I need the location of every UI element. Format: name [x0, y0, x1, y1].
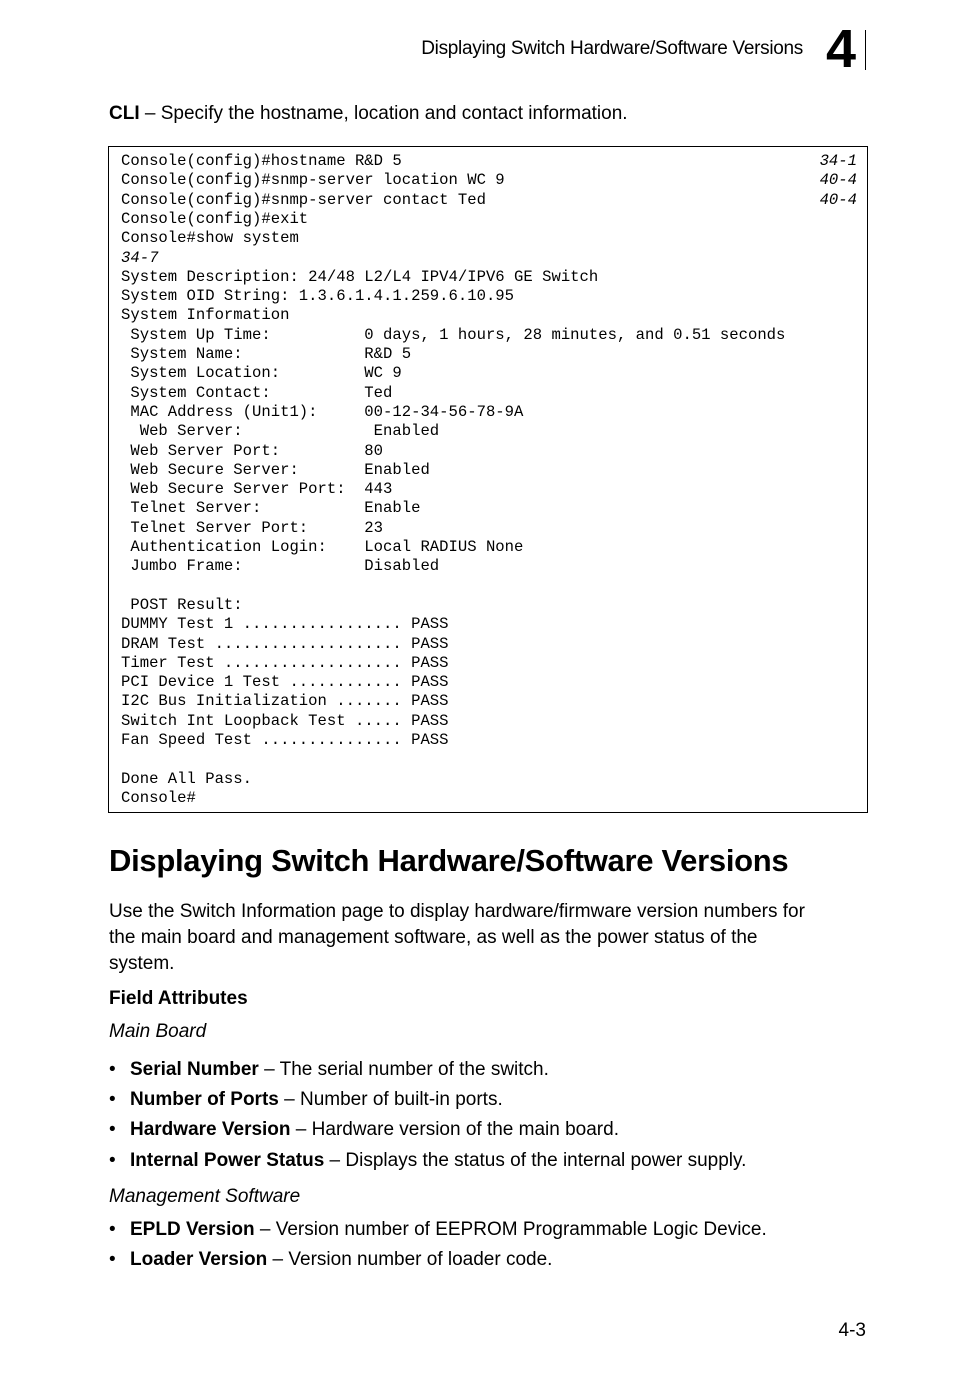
bullet-desc: – Hardware version of the main board. — [290, 1119, 619, 1140]
cli-line: Timer Test ................... PASS — [121, 653, 449, 672]
cli-line: PCI Device 1 Test ............ PASS — [121, 673, 449, 692]
cli-line: Console(config)#snmp-server contact Ted — [121, 190, 486, 209]
running-header: Displaying Switch Hardware/Software Versions — [421, 38, 803, 59]
page-number: 4-3 — [838, 1320, 866, 1341]
chapter-number: 4 — [826, 19, 855, 79]
cli-line: System Contact: Ted — [121, 383, 393, 402]
section-heading: Displaying Switch Hardware/Software Versions — [109, 843, 789, 878]
bullet-term: Internal Power Status — [130, 1150, 325, 1171]
cli-label: CLI — [109, 103, 140, 124]
cli-line: Fan Speed Test ............... PASS — [121, 731, 449, 749]
cli-line: Telnet Server Port: 23 — [121, 518, 384, 537]
bullet-dot: • — [109, 1249, 116, 1270]
bullet-term: Hardware Version — [130, 1119, 291, 1140]
cli-line: Console#show system — [121, 229, 299, 248]
bullet-dot: • — [109, 1119, 116, 1140]
cli-line: Web Secure Server Port: 443 — [121, 480, 393, 499]
cli-code-block — [108, 146, 868, 813]
cli-line: System OID String: 1.3.6.1.4.1.259.6.10.95 — [121, 287, 515, 306]
bullet-term: Loader Version — [130, 1249, 268, 1270]
intro-paragraph — [109, 899, 869, 977]
cli-line: Web Server: Enabled — [121, 422, 440, 441]
bullet-term: Number of Ports — [130, 1089, 279, 1110]
cli-line: I2C Bus Initialization ....... PASS — [121, 692, 449, 711]
cli-line: DUMMY Test 1 ................. PASS — [121, 615, 449, 634]
cli-line: MAC Address (Unit1): 00-12-34-56-78-9A — [121, 402, 524, 421]
cli-page-ref: 34-1 — [819, 152, 857, 170]
intro-line: system. — [109, 953, 175, 974]
cli-line: Console(config)#hostname R&D 5 — [121, 152, 402, 170]
cli-line: Telnet Server: Enable — [121, 499, 421, 518]
cli-line: DRAM Test .................... PASS — [121, 634, 449, 653]
cli-line: System Information — [121, 306, 290, 325]
cli-page-ref: 40-4 — [819, 171, 857, 190]
cli-line: System Location: WC 9 — [121, 364, 402, 383]
cli-intro-text: – Specify the hostname, location and contact information. — [139, 103, 628, 124]
bullet-dot: • — [109, 1150, 116, 1171]
cli-line: Authentication Login: Local RADIUS None — [121, 538, 524, 556]
bullet-desc: – Number of built-in ports. — [278, 1089, 503, 1110]
cli-line: System Up Time: 0 days, 1 hours, 28 minutes, and 0.51 seconds — [121, 325, 786, 344]
intro-line: Use the Switch Information page to display hardware/firmware version numbers for — [109, 901, 805, 922]
cli-line: Console(config)#snmp-server location WC 9 — [121, 171, 505, 190]
bullet-desc: – Version number of loader code. — [267, 1249, 553, 1270]
cli-intro — [109, 103, 628, 125]
group-label-management-software: Management Software — [109, 1186, 301, 1207]
group-label-main-board: Main Board — [109, 1021, 207, 1042]
bullet-desc: – Version number of EEPROM Programmable Logic Device. — [254, 1219, 767, 1240]
intro-line: the main board and management software, as well as the power status of the — [109, 927, 758, 948]
bullet-dot: • — [109, 1059, 116, 1080]
cli-line: Console# — [121, 788, 196, 807]
cli-line: Switch Int Loopback Test ..... PASS — [121, 711, 449, 730]
bullet-dot: • — [109, 1089, 116, 1110]
bullet-dot: • — [109, 1219, 116, 1240]
cli-line: Web Secure Server: Enabled — [121, 460, 430, 479]
cli-line: System Name: R&D 5 — [121, 345, 412, 363]
cli-line: Done All Pass. — [121, 769, 253, 788]
bullet-term: Serial Number — [130, 1059, 259, 1080]
cli-line: Jumbo Frame: Disabled — [121, 557, 440, 576]
cli-line: Web Server Port: 80 — [121, 441, 384, 460]
cli-page-ref: 40-4 — [819, 190, 857, 209]
cli-line: POST Result: — [121, 595, 243, 614]
cli-line: Console(config)#exit — [121, 209, 309, 228]
cli-line: System Description: 24/48 L2/L4 IPV4/IPV6 GE Switch — [121, 267, 599, 286]
cli-line: 34-7 — [121, 248, 159, 267]
bullet-desc: – Displays the status of the internal power supply. — [324, 1150, 747, 1171]
field-attributes-heading: Field Attributes — [109, 988, 248, 1009]
bullet-desc: – The serial number of the switch. — [258, 1059, 549, 1080]
bullet-term: EPLD Version — [130, 1219, 255, 1240]
